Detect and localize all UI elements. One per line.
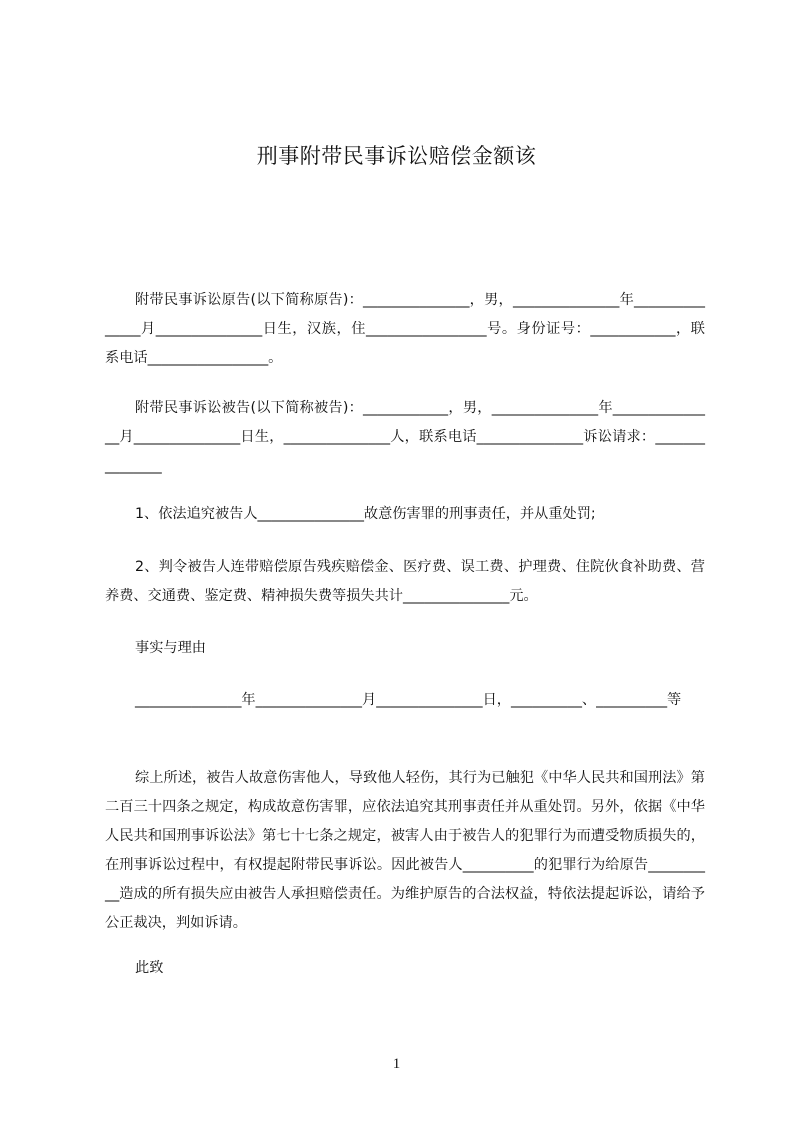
facts-line: _______________年_______________月_______________日，__________、__________等 bbox=[135, 692, 682, 708]
request-item-2: 2、判令被告人连带赔偿原告残疾赔偿金、医疗费、误工费、护理费、住院伙食补助费、营养费、交通费、鉴定费、精神损失费等损失共计_______________元。 bbox=[105, 559, 705, 604]
conclusion-paragraph: 综上所述，被告人故意伤害他人，导致他人轻伤，其行为已触犯《中华人民共和国刑法》第二百三十四条之规定，构成故意伤害罪，应依法追究其刑事责任并从重处罚。另外，依据《中华人民共和国刑事诉讼法》第七十七条之规定，被害人由于被告人的犯罪行为而遭受物质损失的，在刑事诉讼过程中，有权提起附带民事诉讼。因此被告人__________的犯罪行为给原告__________造成的所有损失应由被告人承担赔偿责任。为维护原告的合法权益，特依法提起诉讼，请给予公正裁决，判如诉请。 bbox=[105, 770, 705, 931]
page-number: 1 bbox=[392, 1056, 401, 1072]
defendant-paragraph: 附带民事诉讼被告(以下简称被告)：____________，男，_______________年_______________月_______________日生，_______________人，联系电话_______________诉讼请求：_______________ bbox=[105, 400, 705, 474]
request-item-1: 1、依法追究被告人_______________故意伤害罪的刑事责任，并从重处罚; bbox=[135, 506, 596, 522]
closing-salutation: 此致 bbox=[135, 960, 164, 976]
facts-heading: 事实与理由 bbox=[135, 640, 206, 656]
plaintiff-paragraph: 附带民事诉讼原告(以下简称原告)：_______________，男，_______________年_______________月_______________日生，汉族，住_________________号。身份证号：____________，联系电话_________________。 bbox=[105, 292, 705, 366]
document-title: 刑事附带民事诉讼赔偿金额该 bbox=[256, 144, 537, 168]
